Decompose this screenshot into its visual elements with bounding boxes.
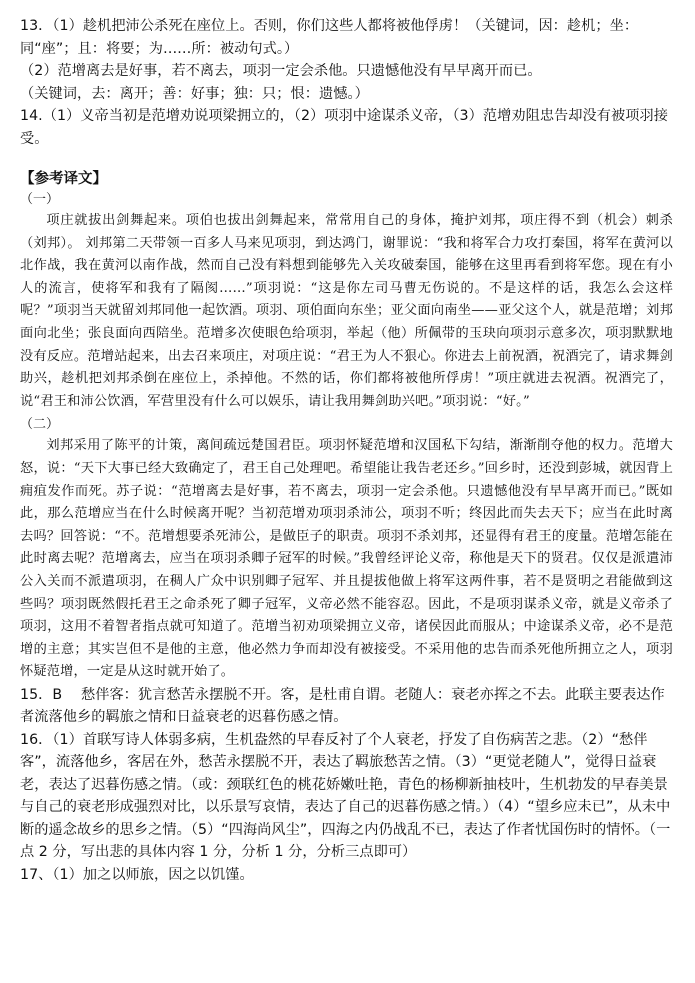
answer-13-part2: （2）范增离去是好事，若不离去，项羽一定会杀他。只遗憾他没有早早离开而已。 xyxy=(20,63,542,79)
translation-part2-text: 刘邦采用了陈平的计策，离间疏远楚国君臣。项羽怀疑范增和汉国私下勾结，渐渐削夺他的权力。范增大怒，说：“天下大事已经大致确定了，君王自己处理吧。希望能让我告老还乡。”回乡时，还没到彭城，就因背上痈疽发作而死。苏子说：“范增离去是好事，若不离去，项羽一定会杀他。只遗憾他没有早早离开而已。”既如此，那么范增应当在什么时候离开呢？当初范增劝项羽杀沛公，项羽不听；终因此而失去天下；应当在此时离去吗？回答说：“不。范增想要杀死沛公，是做臣子的职责。项羽不杀刘邦，还显得有君王的度量。范增怎能在此时离去呢？范增离去，应当在项羽杀卿子冠军的时候。”我曾经评论义帝，称他是天下的贤君。仅仅是派遣沛公入关而不派遣项羽，在稠人广众中识别卿子冠军、并且提拔他做上将军这两件事，若不是贤明之君能做到这些吗？项羽既然假托君王之命杀死了卿子冠军，义帝必然不能容忍。因此，不是项羽谋杀义帝，就是义帝杀了项羽，这用不着智者指点就可知道了。范增当初劝项梁拥立义帝，诸侯因此而服从；中途谋杀义帝，必不是范增的主意；其实岂但不是他的主意，他必然力争而却没有被接受。不采用他的忠告而杀死他所拥立之人，项羽怀疑范增，一定是从这时就开始了。 xyxy=(20,438,673,680)
translation-part1-label: （一） xyxy=(20,192,60,207)
translation-part2-label: （二） xyxy=(20,417,60,433)
answer-13-part1: 13．（1）趁机把沛公杀死在座位上。否则，你们这些人都将被他俘虏！（关键词，因：趁机；坐：同“座”；且：将要；为……所：被动句式。） xyxy=(20,18,639,57)
answer-16: 16．（1）首联写诗人体弱多病，生机盎然的早春反衬了个人衰老，抒发了自伤病苦之悲。（2）“愁伴客”，流落他乡，客居在外，愁苦永摆脱不开，表达了羁旅愁苦之情。（3）“更觉老随人”，觉得日益衰老，表达了迟暮伤感之情。（或：颈联红色的桃花娇嫩吐艳，青色的杨柳新抽枝叶，生机勃发的早春美景与自己的衰老形成强烈对比，以乐景写哀情，表达了自己的迟暮伤感之情。）（4）“望乡应未已”，从未中断的遥念故乡的思乡之情。（5）“四海尚风尘”，四海之内仍战乱不已，表达了作者忧国伤时的情怀。（一点 2 分，写出悲的具体内容 1 分，分析 1 分，分析三点即可） xyxy=(20,731,671,861)
translation-part1-text: 项庄就拔出剑舞起来。项伯也拔出剑舞起来，常常用自己的身体，掩护刘邦，项庄得不到（机会）刺杀（刘邦）。 刘邦第二天带领一百多人马来见项羽，到达鸿门，谢罪说：“我和将军合力攻打秦国，将军在黄河以北作战，我在黄河以南作战，然而自己没有料想到能够先入关攻破秦国，能够在这里再看到将军您。现在有小人的流言，使将军和我有了隔阂……”项羽说：“这是你左司马曹无伤说的。不是这样的话，我怎么会这样呢？”项羽当天就留刘邦同他一起饮酒。项羽、项伯面向东坐；亚父面向南坐——亚父这个人，就是范增；刘邦面向北坐；张良面向西陪坐。范增多次使眼色给项羽，举起（他）所佩带的玉玦向项羽示意多次，项羽默默地没有反应。范增站起来，出去召来项庄，对项庄说：“君王为人不狠心。你进去上前祝酒，祝酒完了，请求舞剑助兴，趁机把刘邦杀倒在座位上，杀掉他。不然的话，你们都将被他所俘虏！”项庄就进去祝酒。祝酒完了，说“君王和沛公饮酒，军营里没有什么可以娱乐，请让我用舞剑助兴吧。”项羽说：“好。” xyxy=(20,213,673,409)
answer-13-keywords: （关键词，去：离开；善：好事；独：只；恨：遗憾。） xyxy=(20,85,369,102)
answer-17: 17、（1）加之以师旅，因之以饥馑。 xyxy=(20,866,254,883)
answer-14: 14.（1）义帝当初是范增劝说项梁拥立的，（2）项羽中途谋杀义帝，（3）范增劝阻忠告却没有被项羽接受。 xyxy=(20,108,668,147)
answer-15: 15．B 愁伴客：犹言愁苦永摆脱不开。客，是杜甫自谓。老随人：衰老亦挥之不去。此联主要表达作者流落他乡的羁旅之情和日益衰老的迟暮伤感之情。 xyxy=(20,686,665,726)
translation-heading: 【参考译文】 xyxy=(20,171,107,187)
